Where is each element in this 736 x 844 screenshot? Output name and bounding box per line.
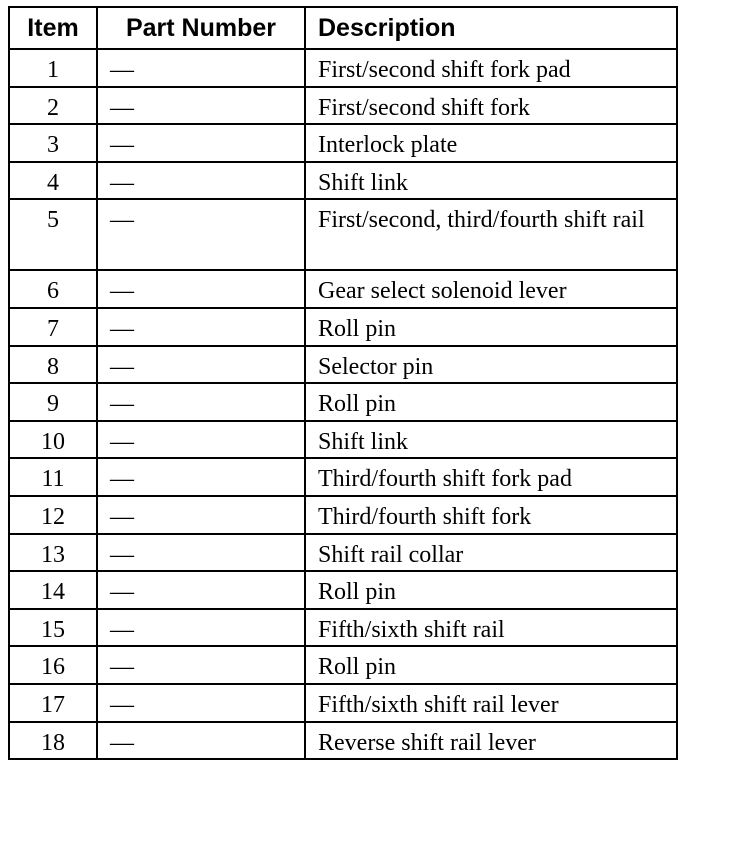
- item-cell: 9: [9, 383, 97, 421]
- part-number-cell: —: [97, 609, 305, 647]
- part-number-cell: —: [97, 383, 305, 421]
- item-cell: 10: [9, 421, 97, 459]
- part-number-cell: —: [97, 534, 305, 572]
- description-cell: Roll pin: [305, 646, 677, 684]
- table-row: [9, 270, 677, 308]
- table-row: [9, 722, 677, 760]
- table-row: [9, 496, 677, 534]
- description-cell: Selector pin: [305, 346, 677, 384]
- description-cell: Third/fourth shift fork: [305, 496, 677, 534]
- description-cell: First/second shift fork: [305, 87, 677, 125]
- part-number-cell: —: [97, 49, 305, 87]
- part-number-cell: —: [97, 722, 305, 760]
- column-header-description: Description: [305, 7, 677, 49]
- item-cell: 15: [9, 609, 97, 647]
- description-cell: Roll pin: [305, 383, 677, 421]
- column-header-part-number: Part Number: [97, 7, 305, 49]
- part-number-cell: —: [97, 124, 305, 162]
- description-cell: Roll pin: [305, 308, 677, 346]
- item-cell: 18: [9, 722, 97, 760]
- table-row: [9, 199, 677, 270]
- item-cell: 2: [9, 87, 97, 125]
- part-number-cell: —: [97, 199, 305, 270]
- table-row: [9, 308, 677, 346]
- table-row: [9, 124, 677, 162]
- description-cell: First/second shift fork pad: [305, 49, 677, 87]
- part-number-cell: —: [97, 458, 305, 496]
- description-cell: Reverse shift rail lever: [305, 722, 677, 760]
- table-row: [9, 684, 677, 722]
- table-row: [9, 162, 677, 200]
- description-cell: Gear select solenoid lever: [305, 270, 677, 308]
- item-cell: 14: [9, 571, 97, 609]
- table-row: [9, 609, 677, 647]
- part-number-cell: —: [97, 162, 305, 200]
- description-cell: Fifth/sixth shift rail lever: [305, 684, 677, 722]
- part-number-cell: —: [97, 571, 305, 609]
- table-row: [9, 87, 677, 125]
- part-number-cell: —: [97, 684, 305, 722]
- table-row: [9, 421, 677, 459]
- part-number-cell: —: [97, 346, 305, 384]
- description-cell: Interlock plate: [305, 124, 677, 162]
- part-number-cell: —: [97, 87, 305, 125]
- description-cell: Fifth/sixth shift rail: [305, 609, 677, 647]
- table-row: [9, 646, 677, 684]
- part-number-cell: —: [97, 421, 305, 459]
- column-header-item: Item: [9, 7, 97, 49]
- item-cell: 4: [9, 162, 97, 200]
- item-cell: 16: [9, 646, 97, 684]
- table-row: [9, 571, 677, 609]
- parts-table: [8, 6, 678, 760]
- description-cell: Third/fourth shift fork pad: [305, 458, 677, 496]
- description-cell: Shift rail collar: [305, 534, 677, 572]
- item-cell: 6: [9, 270, 97, 308]
- description-cell: Shift link: [305, 421, 677, 459]
- table-row: [9, 534, 677, 572]
- header-row: [9, 7, 677, 49]
- description-cell: First/second, third/fourth shift rail: [305, 199, 677, 270]
- description-cell: Shift link: [305, 162, 677, 200]
- item-cell: 13: [9, 534, 97, 572]
- item-cell: 12: [9, 496, 97, 534]
- item-cell: 11: [9, 458, 97, 496]
- item-cell: 17: [9, 684, 97, 722]
- part-number-cell: —: [97, 308, 305, 346]
- table-row: [9, 383, 677, 421]
- description-cell: Roll pin: [305, 571, 677, 609]
- table-row: [9, 458, 677, 496]
- part-number-cell: —: [97, 270, 305, 308]
- item-cell: 3: [9, 124, 97, 162]
- part-number-cell: —: [97, 646, 305, 684]
- table-body: [9, 49, 677, 759]
- item-cell: 8: [9, 346, 97, 384]
- item-cell: 7: [9, 308, 97, 346]
- table-row: [9, 346, 677, 384]
- item-cell: 1: [9, 49, 97, 87]
- table-row: [9, 49, 677, 87]
- item-cell: 5: [9, 199, 97, 270]
- table-header: [9, 7, 677, 49]
- part-number-cell: —: [97, 496, 305, 534]
